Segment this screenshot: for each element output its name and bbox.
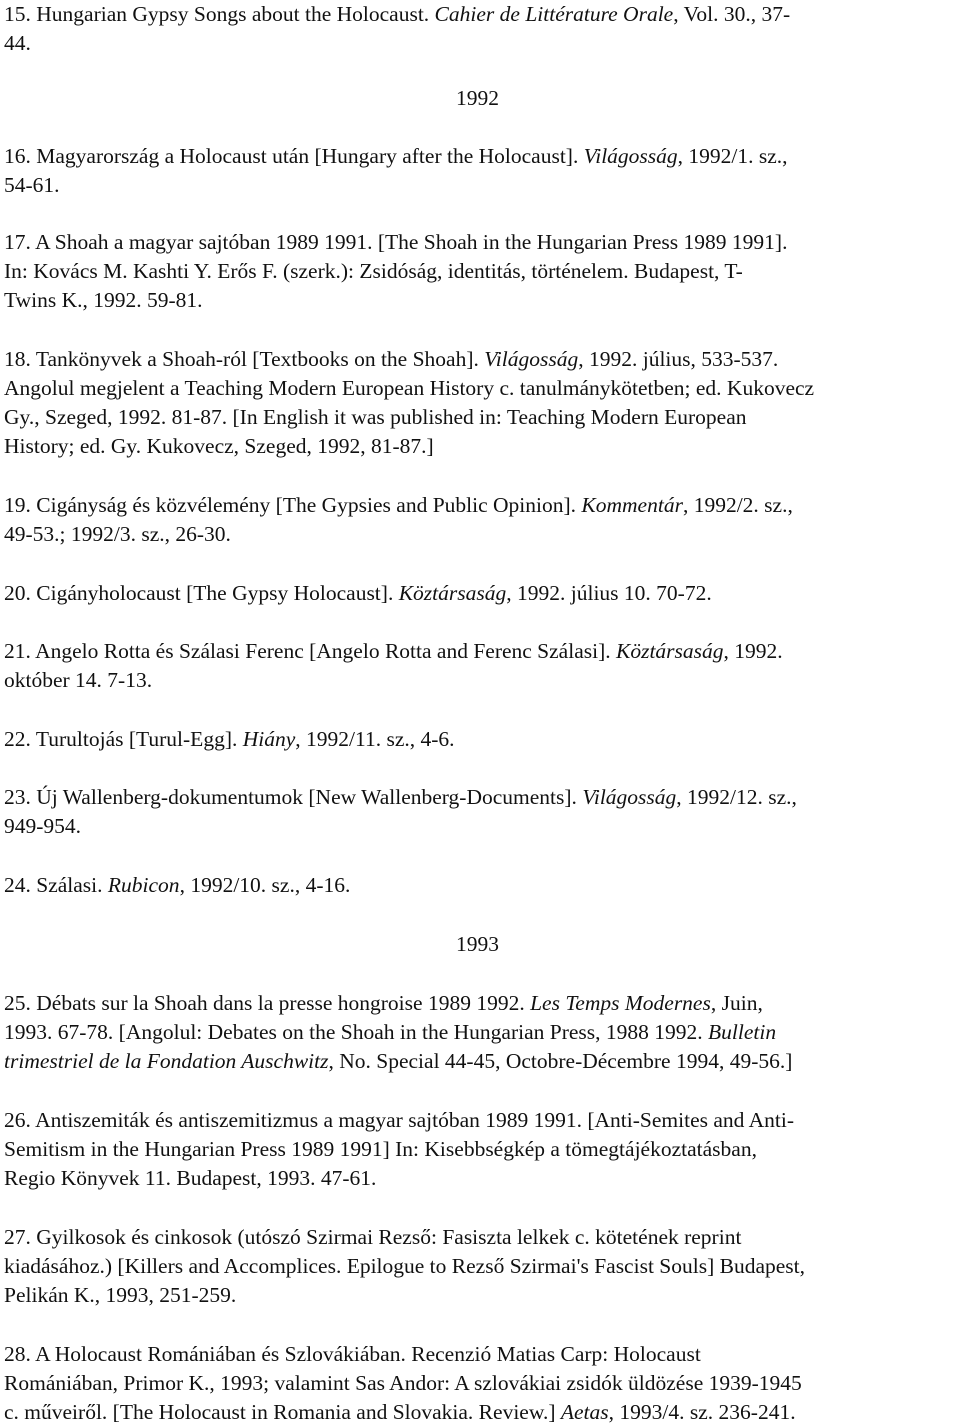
entry-26-line-3: Regio Könyvek 11. Budapest, 1993. 47-61. [4,1166,377,1190]
journal-title: trimestriel de la Fondation Auschwitz [4,1049,329,1073]
journal-title: Köztársaság [616,639,724,663]
journal-title: Világosság [484,347,579,371]
year-heading-1993: 1993 [456,932,499,956]
entry-23-line-2: 949-954. [4,814,82,838]
entry-24-line-1: 24. Szálasi. Rubicon, 1992/10. sz., 4-16. [4,873,351,897]
entry-21-line-1: 21. Angelo Rotta és Szálasi Ferenc [Angelo Rotta and Ferenc Szálasi]. Köztársaság, 1992. [4,639,783,663]
entry-18-line-3: Gy., Szeged, 1992. 81-87. [In English it was published in: Teaching Modern European [4,405,747,429]
entry-25-line-2: 1993. 67-78. [Angolul: Debates on the Shoah in the Hungarian Press, 1988 1992. Bulletin [4,1020,777,1044]
entry-16-line-2: 54-61. [4,173,60,197]
entry-19-line-1: 19. Cigányság és közvélemény [The Gypsies and Public Opinion]. Kommentár, 1992/2. sz., [4,493,793,517]
entry-28-line-2: Romániában, Primor K., 1993; valamint Sas Andor: A szlovákiai zsidók üldözése 1939-1945 [4,1371,802,1395]
journal-title: Aetas [560,1400,609,1424]
entry-17-line-1: 17. A Shoah a magyar sajtóban 1989 1991. [The Shoah in the Hungarian Press 1989 1991]. [4,230,788,254]
entry-28-line-3: c. műveiről. [The Holocaust in Romania and Slovakia. Review.] Aetas, 1993/4. sz. 236-241. [4,1400,796,1424]
entry-27-line-2: kiadásához.) [Killers and Accomplices. Epilogue to Rezső Szirmai's Fascist Souls] Budapest, [4,1254,806,1278]
entry-15-line-2: 44. [4,31,31,55]
entry-18-line-2: Angolul megjelent a Teaching Modern European History c. tanulmánykötetben; ed. Kukovecz [4,376,815,400]
journal-title: Bulletin [708,1020,777,1044]
journal-title: Les Temps Modernes [530,991,711,1015]
journal-title: Világosság [583,144,678,168]
entry-16-line-1: 16. Magyarország a Holocaust után [Hungary after the Holocaust]. Világosság, 1992/1. sz., [4,144,788,168]
entry-26-line-2: Semitism in the Hungarian Press 1989 1991] In: Kisebbségkép a tömegtájékoztatásban, [4,1137,757,1161]
journal-title: Kommentár [581,493,683,517]
journal-title: Világosság [582,785,677,809]
entry-18-line-4: History; ed. Gy. Kukovecz, Szeged, 1992, 81-87.] [4,434,434,458]
entry-15-line-1: 15. Hungarian Gypsy Songs about the Holocaust. Cahier de Littérature Orale, Vol. 30., 37- [4,2,791,26]
journal-title: Rubicon [107,873,180,897]
entry-26-line-1: 26. Antiszemiták és antiszemitizmus a magyar sajtóban 1989 1991. [Anti-Semites and Anti- [4,1108,794,1132]
entry-18-line-1: 18. Tankönyvek a Shoah-ról [Textbooks on the Shoah]. Világosság, 1992. július, 533-537. [4,347,779,371]
journal-title: Cahier de Littérature Orale [434,2,674,26]
journal-title: Hiány [242,727,296,751]
entry-17-line-2: In: Kovács M. Kashti Y. Erős F. (szerk.): Zsidóság, identitás, történelem. Budapest, T- [4,259,743,283]
entry-21-line-2: október 14. 7-13. [4,668,153,692]
entry-25-line-1: 25. Débats sur la Shoah dans la presse hongroise 1989 1992. Les Temps Modernes, Juin, [4,991,763,1015]
entry-17-line-3: Twins K., 1992. 59-81. [4,288,203,312]
entry-27-line-1: 27. Gyilkosok és cinkosok (utószó Szirmai Rezső: Fasiszta lelkek c. kötetének reprint [4,1225,742,1249]
entry-27-line-3: Pelikán K., 1993, 251-259. [4,1283,237,1307]
entry-20-line-1: 20. Cigányholocaust [The Gypsy Holocaust]. Köztársaság, 1992. július 10. 70-72. [4,581,712,605]
journal-title: Köztársaság [398,581,507,605]
entry-23-line-1: 23. Új Wallenberg-dokumentumok [New Wallenberg-Documents]. Világosság, 1992/12. sz., [4,785,797,809]
entry-25-line-3: trimestriel de la Fondation Auschwitz, No. Special 44-45, Octobre-Décembre 1994, 49-56.] [4,1049,793,1073]
entry-19-line-2: 49-53.; 1992/3. sz., 26-30. [4,522,231,546]
entry-22-line-1: 22. Turultojás [Turul-Egg]. Hiány, 1992/11. sz., 4-6. [4,727,455,751]
entry-28-line-1: 28. A Holocaust Romániában és Szlovákiában. Recenzió Matias Carp: Holocaust [4,1342,701,1366]
year-heading-1992: 1992 [456,86,499,110]
